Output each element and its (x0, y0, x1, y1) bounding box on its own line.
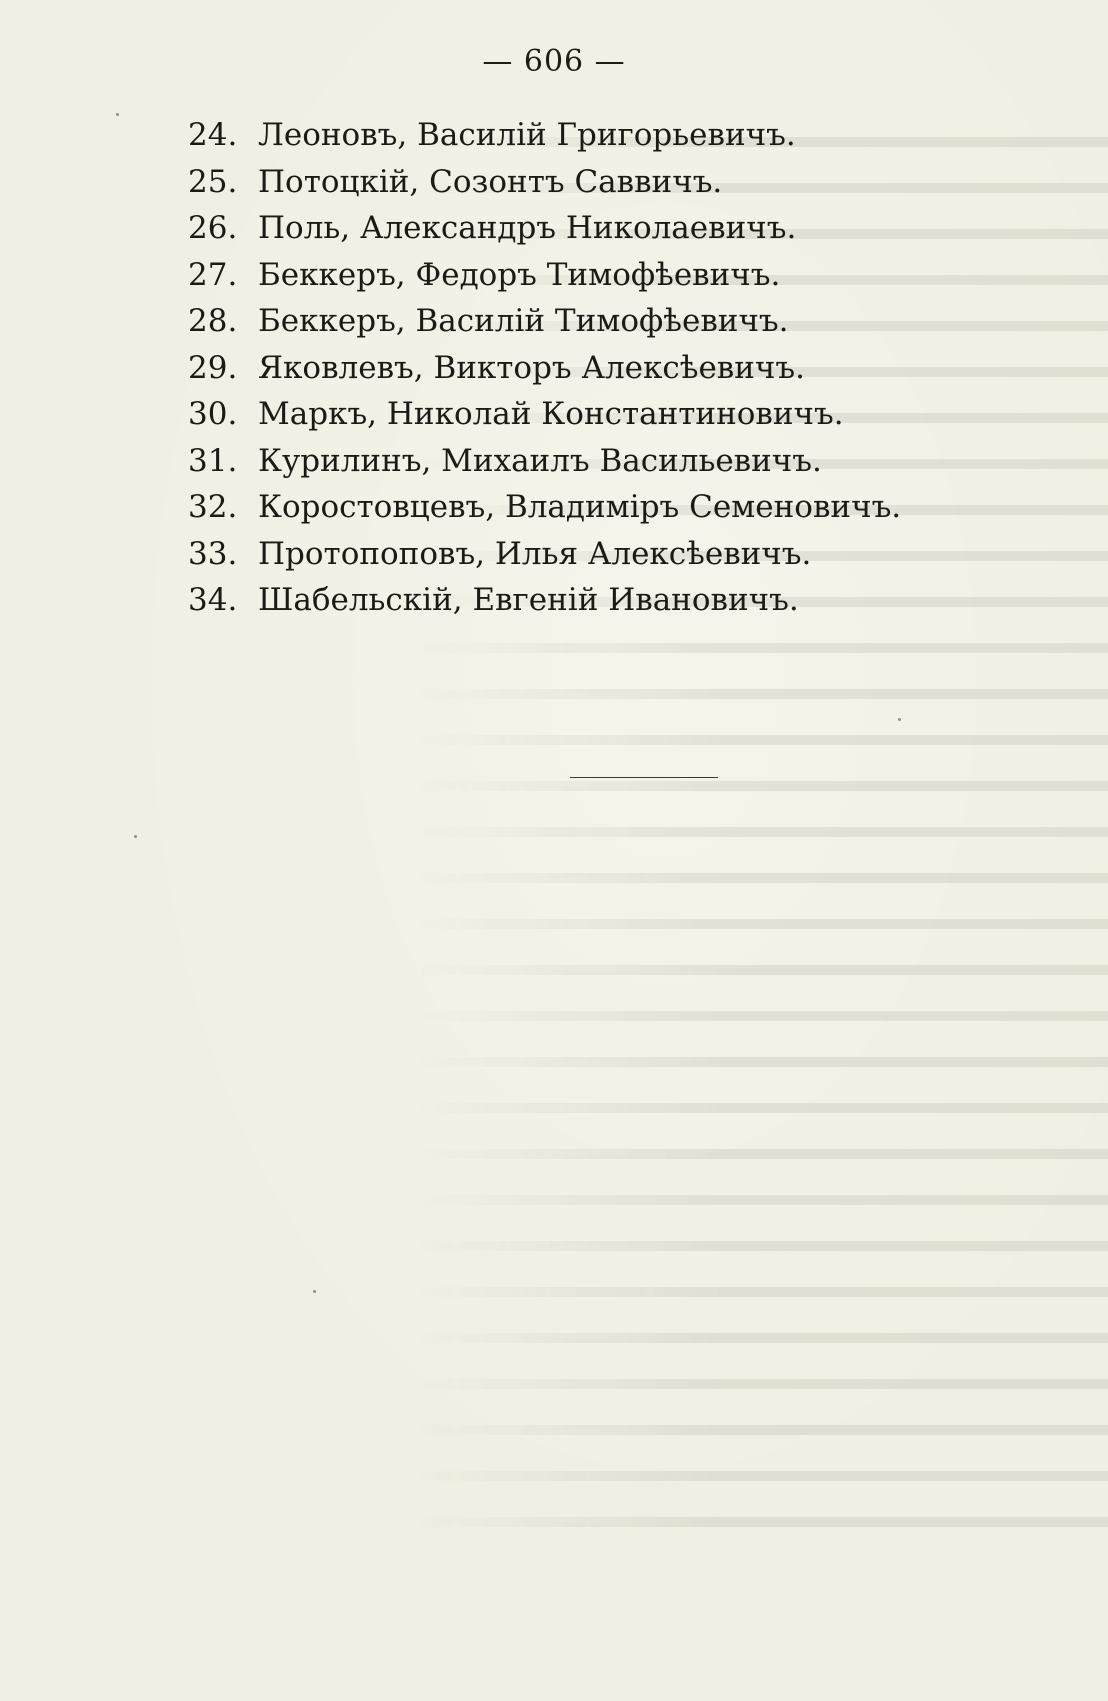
entry-name: Леоновъ, Василій Григорьевичъ. (258, 117, 796, 153)
paper-speck (313, 1290, 316, 1293)
entry-number: 30. (188, 396, 238, 432)
paper-speck (898, 718, 901, 721)
entry-name: Яковлевъ, Викторъ Алексѣевичъ. (258, 349, 805, 386)
entry-number: 31. (188, 442, 238, 479)
entry-number: 24. (188, 117, 238, 153)
list-item (188, 345, 901, 392)
section-divider (570, 777, 718, 778)
entry-number: 34. (188, 582, 238, 618)
list-item (188, 112, 901, 159)
list-item (188, 438, 901, 485)
entry-number: 29. (188, 349, 238, 386)
entry-number: 28. (188, 303, 238, 339)
name-list (188, 112, 901, 624)
paper-speck (134, 835, 137, 838)
entry-number: 32. (188, 489, 238, 525)
paper-speck (116, 113, 119, 116)
list-item (188, 252, 901, 299)
list-item (188, 484, 901, 531)
list-item (188, 298, 901, 345)
entry-number: 25. (188, 163, 238, 200)
entry-number: 26. (188, 210, 238, 246)
entry-name: Маркъ, Николай Константиновичъ. (258, 396, 844, 432)
list-item (188, 391, 901, 438)
list-item (188, 159, 901, 206)
entry-name: Коростовцевъ, Владиміръ Семеновичъ. (258, 489, 902, 525)
list-item (188, 531, 901, 578)
entry-number: 27. (188, 256, 238, 293)
page-number: — 606 — (482, 44, 626, 79)
entry-name: Протопоповъ, Илья Алексѣевичъ. (258, 535, 812, 572)
entry-name: Беккеръ, Василій Тимофѣевичъ. (258, 303, 789, 339)
entry-name: Курилинъ, Михаилъ Васильевичъ. (258, 442, 822, 479)
entry-name: Шабельскій, Евгеній Ивановичъ. (258, 582, 799, 618)
entry-name: Потоцкій, Созонтъ Саввичъ. (258, 163, 723, 200)
list-item (188, 577, 901, 624)
list-item (188, 205, 901, 252)
entry-number: 33. (188, 535, 238, 572)
entry-name: Беккеръ, Федоръ Тимофѣевичъ. (258, 256, 781, 293)
entry-name: Поль, Александръ Николаевичъ. (258, 210, 797, 246)
